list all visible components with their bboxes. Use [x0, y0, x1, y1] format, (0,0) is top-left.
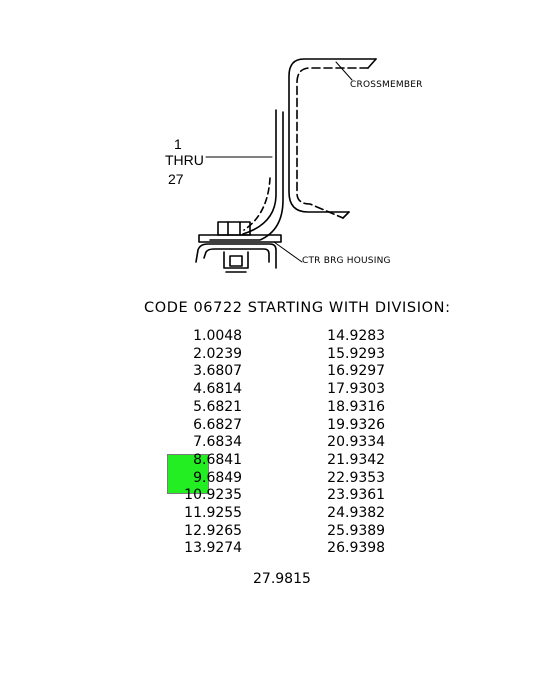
- division-row: [322, 470, 385, 487]
- division-row: [180, 346, 242, 363]
- callout-line-2: THRU: [165, 152, 204, 168]
- division-number: 12: [184, 522, 202, 539]
- division-number: 3: [193, 363, 202, 380]
- division-value: .9398: [345, 540, 386, 557]
- division-number: 27: [253, 571, 271, 587]
- division-number: 5: [193, 398, 202, 415]
- division-row: [180, 540, 242, 557]
- division-row: [322, 381, 385, 398]
- division-row: [180, 417, 242, 434]
- division-number: 22: [327, 469, 345, 486]
- division-value: .0239: [202, 345, 243, 362]
- division-number: 23: [327, 487, 345, 504]
- division-number: 26: [327, 540, 345, 557]
- division-number: 7: [193, 434, 202, 451]
- division-value: .9334: [345, 434, 386, 451]
- division-number: 24: [327, 505, 345, 521]
- division-row: [322, 399, 385, 416]
- division-value: .9815: [270, 571, 311, 587]
- division-row: [322, 487, 385, 504]
- division-row: [322, 540, 385, 557]
- division-number: 17: [327, 381, 345, 398]
- division-value: .6807: [202, 363, 243, 380]
- division-value: .9382: [345, 505, 386, 521]
- division-row: [322, 328, 385, 345]
- division-row: [180, 505, 242, 522]
- division-row: [180, 487, 242, 504]
- division-number: 19: [327, 416, 345, 433]
- crossmember-dashed: [297, 68, 368, 218]
- bracket-outline: [243, 110, 276, 234]
- division-number: 4: [193, 381, 202, 398]
- callout-line-1: 1: [174, 136, 182, 152]
- division-value: .9326: [345, 416, 386, 433]
- division-number: 13: [184, 540, 202, 557]
- division-row: [322, 417, 385, 434]
- division-value: .9342: [345, 451, 386, 468]
- division-value: .0048: [202, 328, 243, 344]
- division-number: 20: [327, 434, 345, 451]
- division-row: [322, 363, 385, 380]
- page-heading: CODE 06722 STARTING WITH DIVISION:: [144, 300, 451, 316]
- division-value: .6814: [202, 381, 243, 398]
- division-value: .6821: [202, 398, 243, 415]
- division-row: [180, 452, 242, 469]
- division-value: .6849: [202, 469, 243, 486]
- division-row: [322, 434, 385, 451]
- division-value: .9255: [202, 505, 243, 521]
- division-value: .9283: [345, 328, 386, 344]
- division-value: .9235: [202, 487, 243, 504]
- division-number: 10: [184, 487, 202, 504]
- bracket-diagram: [0, 0, 550, 300]
- division-value: .6827: [202, 416, 243, 433]
- division-row: [322, 523, 385, 540]
- division-value: .9361: [345, 487, 386, 504]
- division-number: 1: [193, 328, 202, 344]
- division-row: [180, 399, 242, 416]
- division-number: 15: [327, 345, 345, 362]
- crossmember-label: CROSSMEMBER: [350, 80, 423, 90]
- ctr-brg-housing-label: CTR BRG HOUSING: [302, 256, 391, 266]
- division-value: .9303: [345, 381, 386, 398]
- division-number: 16: [327, 363, 345, 380]
- division-value: .6841: [202, 451, 243, 468]
- division-value: .9297: [345, 363, 386, 380]
- division-row: [180, 363, 242, 380]
- division-value: .9274: [202, 540, 243, 557]
- division-value: .6834: [202, 434, 243, 451]
- division-value: .9265: [202, 522, 243, 539]
- division-value: .9293: [345, 345, 386, 362]
- division-value: .9353: [345, 469, 386, 486]
- division-number: 21: [327, 451, 345, 468]
- division-number: 25: [327, 522, 345, 539]
- division-number: 2: [193, 345, 202, 362]
- division-row: [322, 452, 385, 469]
- division-row: [322, 346, 385, 363]
- division-row: [180, 470, 242, 487]
- division-number: 9: [193, 469, 202, 486]
- division-row: [180, 328, 242, 345]
- division-row: [180, 434, 242, 451]
- division-row: [180, 523, 242, 540]
- division-value: .9389: [345, 522, 386, 539]
- division-number: 14: [327, 328, 345, 344]
- division-number: 8: [193, 451, 202, 468]
- callout-line-3: 27: [168, 171, 184, 187]
- division-value: .9316: [345, 398, 386, 415]
- division-number: 11: [184, 505, 202, 521]
- division-row-27: [253, 571, 311, 587]
- division-row: [180, 381, 242, 398]
- division-number: 18: [327, 398, 345, 415]
- division-number: 6: [193, 416, 202, 433]
- division-row: [322, 505, 385, 522]
